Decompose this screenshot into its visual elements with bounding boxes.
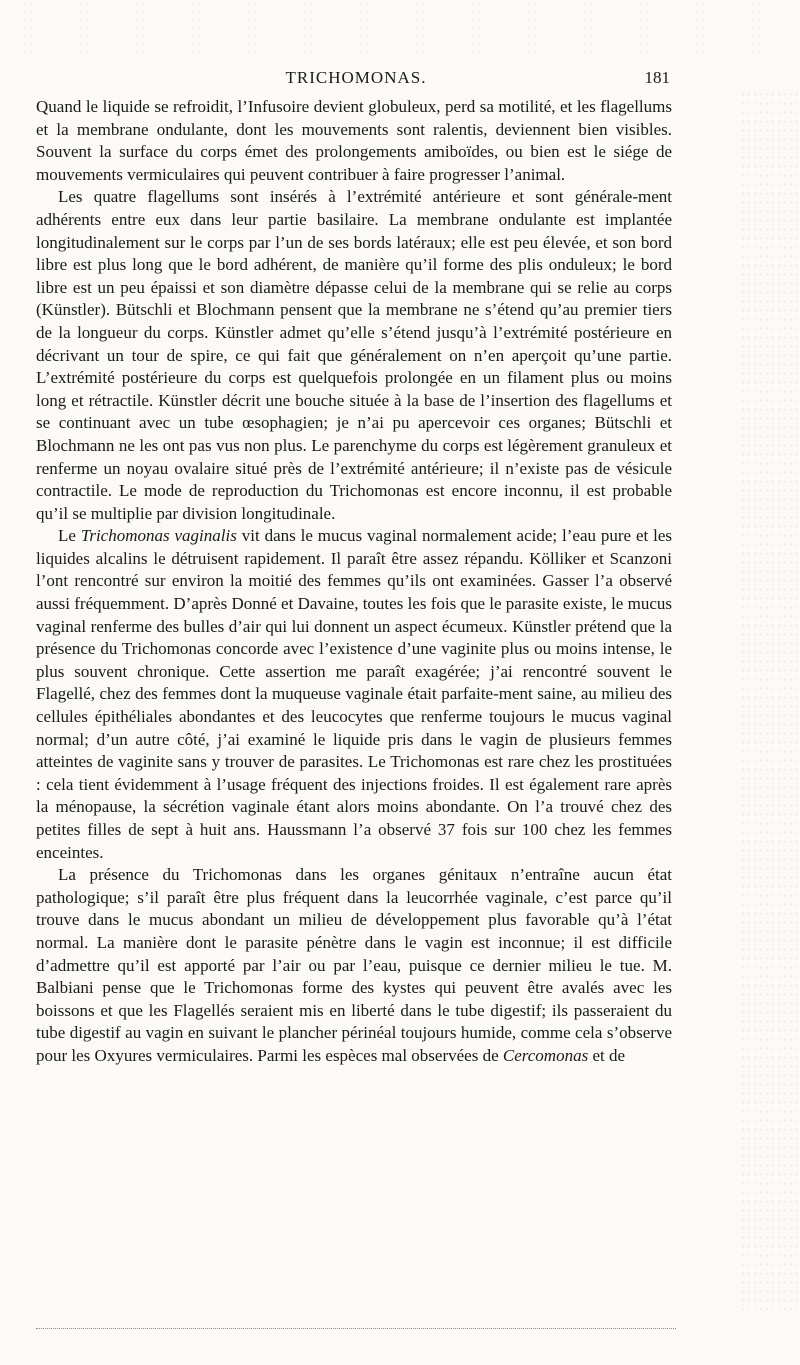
page-number: 181	[644, 68, 670, 87]
paragraph-1: Quand le liquide se refroidit, l’Infusoire devient globuleux, perd sa motilité, et les flagellums et la membrane ondulante, dont les mouvements sont ralentis, deviennent bien visibles. Souvent la surface du corps émet des prolongements amiboïdes, ou bien est le siége de mouvements vermiculaires qui peuvent contribuer à faire progresser l’animal.	[36, 97, 672, 184]
running-title: TRICHOMONAS.	[285, 68, 427, 87]
scan-noise-top	[0, 0, 800, 60]
body-text	[36, 96, 672, 1068]
footer-rule	[36, 1328, 676, 1329]
scan-noise-edge	[740, 90, 800, 1310]
page-header	[36, 66, 676, 90]
paragraph-3: Le Trichomonas vaginalis vit dans le mucus vaginal normalement acide; l’eau pure et les liquides alcalins le détruisent rapidement. Il paraît être assez répandu. Kölliker et Scanzoni l’ont rencontré sur environ la moitié des femmes qu’ils ont examinées. Gasser l’a observé aussi fréquemment. D’après Donné et Davaine, toutes les fois que le parasite existe, le mucus vaginal renferme des bulles d’air qui lui donnent un aspect écumeux. Künstler prétend que la présence du Trichomonas concorde avec l’existence d’une vaginite plus ou moins intense, le plus souvent chronique. Cette assertion me paraît exagérée; j’ai rencontré souvent le Flagellé, chez des femmes dont la muqueuse vaginale était parfaite-ment saine, au milieu des cellules épithéliales abondantes et des leucocytes que renferme toujours le mucus vaginal normal; d’un autre côté, j’ai examiné le liquide pris dans le vagin de plusieurs femmes atteintes de vaginite sans y trouver de parasites. Le Trichomonas est rare chez les prostituées : cela tient évidemment à l’usage fréquent des injections froides. Il est également rare après la ménopause, la sécrétion vaginale étant alors moins abondante. On l’a trouvé chez des petites filles de sept à huit ans. Haussmann l’a observé 37 fois sur 100 chez les femmes enceintes.	[36, 526, 673, 862]
paragraph-2: Les quatre flagellums sont insérés à l’extrémité antérieure et sont générale-ment adhérents entre eux dans leur partie basilaire. La membrane ondulante est implantée longitudinalement sur le corps par l’un de ses bords latéraux; elle est peu élevée, et son bord libre est plus long que le bord adhérent, de manière qu’il forme des plis onduleux; le bord libre est un peu épaissi et son diamètre dépasse celui de la membrane qui se relie au corps (Künstler). Bütschli et Blochmann pensent que la membrane ne s’étend qu’au premier tiers de la longueur du corps. Künstler admet qu’elle s’étend jusqu’à l’extrémité postérieure en décrivant un tour de spire, ce qui fait que généralement on n’en aperçoit qu’une partie. L’extrémité postérieure du corps est quelquefois prolongée en un filament plus ou moins long et rétractile. Künstler décrit une bouche située à la base de l’insertion des flagellums et se continuant avec un tube œsophagien; je n’ai pu apercevoir ces organes; Bütschli et Blochmann ne les ont pas vus non plus. Le parenchyme du corps est légèrement granuleux et renferme un noyau ovalaire situé près de l’extrémité antérieure; il n’existe pas de vésicule contractile. Le mode de reproduction du Trichomonas est encore inconnu, il est probable qu’il se multiplie par division longitudinale.	[36, 187, 672, 523]
paragraph-4: La présence du Trichomonas dans les organes génitaux n’entraîne aucun état pathologique; s’il paraît être plus fréquent dans la leucorrhée vaginale, c’est parce qu’il trouve dans le mucus abondant un milieu de développement plus favorable qu’à l’état normal. La manière dont le parasite pénètre dans le vagin est inconnue; il est difficile d’admettre qu’il est apporté par l’air ou par l’eau, puisque ce dernier milieu le tue. M. Balbiani pense que le Trichomonas forme des kystes qui peuvent être avalés avec les boissons et que les Flagellés seraient mis en liberté dans le tube digestif; ils passeraient du tube digestif au vagin en suivant le plancher périnéal toujours humide, comme cela s’observe pour les Oxyures vermiculaires. Parmi les espèces mal observées de Cercomonas et de	[36, 865, 672, 1065]
